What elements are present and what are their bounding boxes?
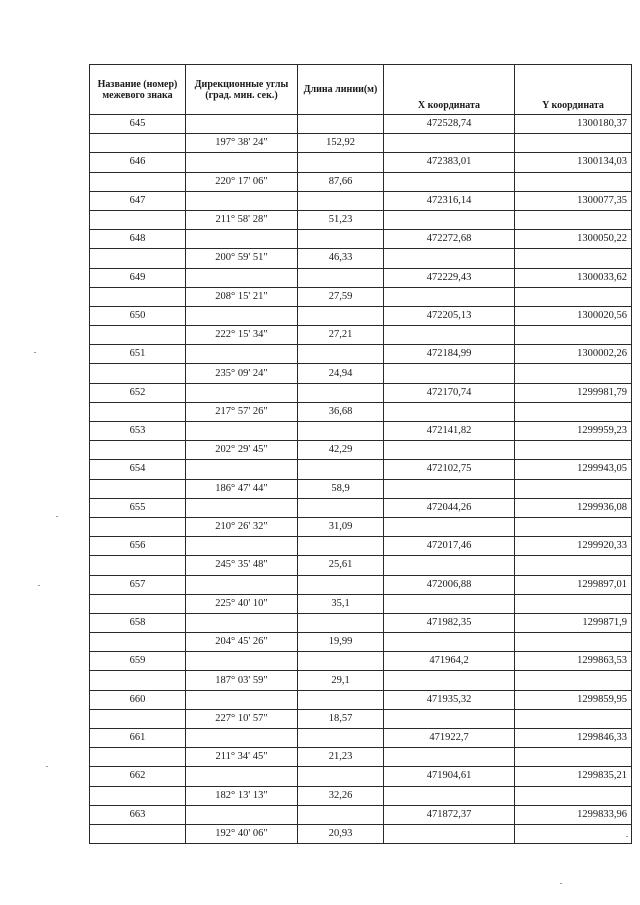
- table-row: [90, 709, 632, 728]
- marker-name-cell: 663: [90, 805, 186, 824]
- marker-name-cell: [90, 824, 186, 843]
- marker-name-cell: [90, 402, 186, 421]
- direction-angle-cell: 245° 35' 48": [186, 556, 298, 575]
- y-coordinate-cell: 1299936,08: [515, 498, 632, 517]
- y-coordinate-cell: 1300002,26: [515, 345, 632, 364]
- line-length-cell: [298, 230, 384, 249]
- table-row: [90, 575, 632, 594]
- y-coordinate-cell: 1299859,95: [515, 690, 632, 709]
- y-coordinate-cell: [515, 556, 632, 575]
- table-row: [90, 767, 632, 786]
- y-coordinate-cell: [515, 326, 632, 345]
- x-coordinate-cell: 472102,75: [384, 460, 515, 479]
- line-length-cell: [298, 767, 384, 786]
- line-length-cell: [298, 383, 384, 402]
- table-row: [90, 479, 632, 498]
- line-length-cell: 42,29: [298, 441, 384, 460]
- line-length-cell: [298, 191, 384, 210]
- x-coordinate-cell: 471964,2: [384, 652, 515, 671]
- marker-name-cell: [90, 748, 186, 767]
- marker-name-cell: 651: [90, 345, 186, 364]
- scan-speck: [46, 766, 48, 767]
- table-row: [90, 191, 632, 210]
- direction-angle-cell: 211° 34' 45": [186, 748, 298, 767]
- line-length-cell: [298, 575, 384, 594]
- marker-name-cell: 659: [90, 652, 186, 671]
- marker-name-cell: [90, 210, 186, 229]
- y-coordinate-cell: [515, 748, 632, 767]
- table-row: [90, 690, 632, 709]
- direction-angle-cell: [186, 805, 298, 824]
- y-coordinate-cell: [515, 786, 632, 805]
- table-row: [90, 383, 632, 402]
- x-coordinate-cell: 472272,68: [384, 230, 515, 249]
- x-coordinate-cell: 472229,43: [384, 268, 515, 287]
- x-coordinate-cell: [384, 441, 515, 460]
- marker-name-cell: [90, 364, 186, 383]
- marker-name-cell: [90, 172, 186, 191]
- x-coordinate-cell: [384, 709, 515, 728]
- table-row: [90, 249, 632, 268]
- table-row: [90, 805, 632, 824]
- y-coordinate-cell: [515, 824, 632, 843]
- line-length-cell: 31,09: [298, 517, 384, 536]
- line-length-cell: [298, 690, 384, 709]
- line-length-cell: 20,93: [298, 824, 384, 843]
- line-length-cell: [298, 652, 384, 671]
- x-coordinate-cell: [384, 633, 515, 652]
- x-coordinate-cell: 472141,82: [384, 422, 515, 441]
- marker-name-cell: [90, 671, 186, 690]
- header-direction-angle: Дирекционные углы (град. мин. сек.): [186, 65, 298, 115]
- scan-speck: [34, 352, 36, 353]
- y-coordinate-cell: 1300050,22: [515, 230, 632, 249]
- y-coordinate-cell: [515, 671, 632, 690]
- direction-angle-cell: 197° 38' 24": [186, 134, 298, 153]
- table-row: [90, 498, 632, 517]
- y-coordinate-cell: 1299897,01: [515, 575, 632, 594]
- table-row: [90, 134, 632, 153]
- direction-angle-cell: [186, 575, 298, 594]
- y-coordinate-cell: 1300033,62: [515, 268, 632, 287]
- table-row: [90, 115, 632, 134]
- marker-name-cell: [90, 594, 186, 613]
- direction-angle-cell: [186, 383, 298, 402]
- marker-name-cell: [90, 441, 186, 460]
- header-x-coordinate: X координата: [384, 65, 515, 115]
- line-length-cell: 32,26: [298, 786, 384, 805]
- direction-angle-cell: 204° 45' 26": [186, 633, 298, 652]
- x-coordinate-cell: 472528,74: [384, 115, 515, 134]
- direction-angle-cell: 187° 03' 59": [186, 671, 298, 690]
- direction-angle-cell: [186, 729, 298, 748]
- table-row: [90, 345, 632, 364]
- line-length-cell: 25,61: [298, 556, 384, 575]
- table-row: [90, 306, 632, 325]
- direction-angle-cell: [186, 115, 298, 134]
- line-length-cell: [298, 460, 384, 479]
- line-length-cell: [298, 306, 384, 325]
- marker-name-cell: [90, 786, 186, 805]
- y-coordinate-cell: 1299920,33: [515, 537, 632, 556]
- x-coordinate-cell: 472184,99: [384, 345, 515, 364]
- y-coordinate-cell: 1299871,9: [515, 613, 632, 632]
- direction-angle-cell: 182° 13' 13": [186, 786, 298, 805]
- y-coordinate-cell: 1299833,96: [515, 805, 632, 824]
- y-coordinate-cell: 1300077,35: [515, 191, 632, 210]
- table-row: [90, 460, 632, 479]
- direction-angle-cell: [186, 498, 298, 517]
- marker-name-cell: 653: [90, 422, 186, 441]
- marker-name-cell: [90, 134, 186, 153]
- line-length-cell: 58,9: [298, 479, 384, 498]
- x-coordinate-cell: 472044,26: [384, 498, 515, 517]
- marker-name-cell: 655: [90, 498, 186, 517]
- line-length-cell: 18,57: [298, 709, 384, 728]
- x-coordinate-cell: 471904,61: [384, 767, 515, 786]
- direction-angle-cell: [186, 230, 298, 249]
- line-length-cell: [298, 498, 384, 517]
- marker-name-cell: 660: [90, 690, 186, 709]
- direction-angle-cell: 222° 15' 34": [186, 326, 298, 345]
- direction-angle-cell: [186, 537, 298, 556]
- marker-name-cell: 658: [90, 613, 186, 632]
- direction-angle-cell: [186, 613, 298, 632]
- direction-angle-cell: [186, 690, 298, 709]
- line-length-cell: [298, 537, 384, 556]
- direction-angle-cell: 192° 40' 06": [186, 824, 298, 843]
- line-length-cell: 29,1: [298, 671, 384, 690]
- y-coordinate-cell: 1299943,05: [515, 460, 632, 479]
- marker-name-cell: 657: [90, 575, 186, 594]
- y-coordinate-cell: [515, 479, 632, 498]
- y-coordinate-cell: 1299981,79: [515, 383, 632, 402]
- table-row: [90, 230, 632, 249]
- marker-name-cell: [90, 709, 186, 728]
- table-row: [90, 537, 632, 556]
- marker-name-cell: [90, 249, 186, 268]
- direction-angle-cell: 225° 40' 10": [186, 594, 298, 613]
- y-coordinate-cell: 1300020,56: [515, 306, 632, 325]
- marker-name-cell: 649: [90, 268, 186, 287]
- header-y-coordinate: Y координата: [515, 65, 632, 115]
- y-coordinate-cell: 1299835,21: [515, 767, 632, 786]
- line-length-cell: 46,33: [298, 249, 384, 268]
- boundary-coordinates-table: [89, 64, 632, 844]
- marker-name-cell: 661: [90, 729, 186, 748]
- x-coordinate-cell: 472205,13: [384, 306, 515, 325]
- y-coordinate-cell: [515, 249, 632, 268]
- header-row: [90, 65, 632, 115]
- header-marker-name: Название (номер) межевого знака: [90, 65, 186, 115]
- marker-name-cell: 645: [90, 115, 186, 134]
- table-header: [90, 65, 632, 115]
- x-coordinate-cell: [384, 479, 515, 498]
- table-row: [90, 786, 632, 805]
- line-length-cell: 87,66: [298, 172, 384, 191]
- direction-angle-cell: 227° 10' 57": [186, 709, 298, 728]
- y-coordinate-cell: 1299959,23: [515, 422, 632, 441]
- table-row: [90, 652, 632, 671]
- line-length-cell: [298, 268, 384, 287]
- y-coordinate-cell: 1300134,03: [515, 153, 632, 172]
- x-coordinate-cell: [384, 517, 515, 536]
- table-row: [90, 364, 632, 383]
- y-coordinate-cell: [515, 364, 632, 383]
- y-coordinate-cell: [515, 517, 632, 536]
- y-coordinate-cell: [515, 594, 632, 613]
- x-coordinate-cell: [384, 249, 515, 268]
- marker-name-cell: 662: [90, 767, 186, 786]
- scan-speck: [56, 516, 58, 517]
- direction-angle-cell: 208° 15' 21": [186, 287, 298, 306]
- direction-angle-cell: [186, 306, 298, 325]
- y-coordinate-cell: 1300180,37: [515, 115, 632, 134]
- marker-name-cell: 646: [90, 153, 186, 172]
- x-coordinate-cell: [384, 556, 515, 575]
- table-row: [90, 153, 632, 172]
- line-length-cell: 152,92: [298, 134, 384, 153]
- x-coordinate-cell: 472316,14: [384, 191, 515, 210]
- y-coordinate-cell: [515, 134, 632, 153]
- table-row: [90, 748, 632, 767]
- x-coordinate-cell: [384, 748, 515, 767]
- direction-angle-cell: [186, 460, 298, 479]
- table-body: [90, 115, 632, 844]
- x-coordinate-cell: [384, 172, 515, 191]
- x-coordinate-cell: [384, 364, 515, 383]
- y-coordinate-cell: 1299863,53: [515, 652, 632, 671]
- x-coordinate-cell: 472170,74: [384, 383, 515, 402]
- marker-name-cell: 647: [90, 191, 186, 210]
- table-row: [90, 729, 632, 748]
- table-row: [90, 594, 632, 613]
- table-row: [90, 824, 632, 843]
- table-row: [90, 268, 632, 287]
- direction-angle-cell: 186° 47' 44": [186, 479, 298, 498]
- x-coordinate-cell: [384, 326, 515, 345]
- marker-name-cell: [90, 633, 186, 652]
- x-coordinate-cell: [384, 594, 515, 613]
- direction-angle-cell: 211° 58' 28": [186, 210, 298, 229]
- marker-name-cell: [90, 479, 186, 498]
- y-coordinate-cell: [515, 287, 632, 306]
- table-row: [90, 613, 632, 632]
- table-row: [90, 287, 632, 306]
- x-coordinate-cell: 471922,7: [384, 729, 515, 748]
- y-coordinate-cell: [515, 210, 632, 229]
- table-row: [90, 671, 632, 690]
- direction-angle-cell: [186, 652, 298, 671]
- line-length-cell: 51,23: [298, 210, 384, 229]
- marker-name-cell: [90, 517, 186, 536]
- line-length-cell: 27,21: [298, 326, 384, 345]
- marker-name-cell: [90, 326, 186, 345]
- x-coordinate-cell: 471982,35: [384, 613, 515, 632]
- marker-name-cell: [90, 287, 186, 306]
- x-coordinate-cell: [384, 134, 515, 153]
- y-coordinate-cell: [515, 441, 632, 460]
- scan-speck: [626, 836, 628, 837]
- marker-name-cell: 656: [90, 537, 186, 556]
- x-coordinate-cell: 471872,37: [384, 805, 515, 824]
- x-coordinate-cell: [384, 287, 515, 306]
- direction-angle-cell: [186, 422, 298, 441]
- marker-name-cell: 648: [90, 230, 186, 249]
- direction-angle-cell: [186, 767, 298, 786]
- line-length-cell: 21,23: [298, 748, 384, 767]
- table-row: [90, 422, 632, 441]
- direction-angle-cell: [186, 153, 298, 172]
- line-length-cell: 19,99: [298, 633, 384, 652]
- x-coordinate-cell: 472383,01: [384, 153, 515, 172]
- marker-name-cell: 652: [90, 383, 186, 402]
- y-coordinate-cell: [515, 709, 632, 728]
- table-row: [90, 441, 632, 460]
- y-coordinate-cell: [515, 633, 632, 652]
- direction-angle-cell: 220° 17' 06": [186, 172, 298, 191]
- line-length-cell: [298, 805, 384, 824]
- x-coordinate-cell: [384, 671, 515, 690]
- line-length-cell: 27,59: [298, 287, 384, 306]
- x-coordinate-cell: [384, 786, 515, 805]
- y-coordinate-cell: [515, 402, 632, 421]
- y-coordinate-cell: [515, 172, 632, 191]
- x-coordinate-cell: 472017,46: [384, 537, 515, 556]
- table-row: [90, 172, 632, 191]
- direction-angle-cell: 235° 09' 24": [186, 364, 298, 383]
- table-row: [90, 633, 632, 652]
- marker-name-cell: 654: [90, 460, 186, 479]
- x-coordinate-cell: 472006,88: [384, 575, 515, 594]
- x-coordinate-cell: [384, 210, 515, 229]
- line-length-cell: [298, 729, 384, 748]
- x-coordinate-cell: [384, 824, 515, 843]
- line-length-cell: [298, 153, 384, 172]
- line-length-cell: [298, 115, 384, 134]
- table-row: [90, 556, 632, 575]
- direction-angle-cell: 217° 57' 26": [186, 402, 298, 421]
- table-row: [90, 210, 632, 229]
- line-length-cell: 36,68: [298, 402, 384, 421]
- table-row: [90, 402, 632, 421]
- y-coordinate-cell: 1299846,33: [515, 729, 632, 748]
- scan-speck: [560, 883, 562, 884]
- table-row: [90, 326, 632, 345]
- marker-name-cell: 650: [90, 306, 186, 325]
- direction-angle-cell: [186, 191, 298, 210]
- line-length-cell: 35,1: [298, 594, 384, 613]
- direction-angle-cell: [186, 268, 298, 287]
- table-row: [90, 517, 632, 536]
- line-length-cell: 24,94: [298, 364, 384, 383]
- line-length-cell: [298, 613, 384, 632]
- marker-name-cell: [90, 556, 186, 575]
- direction-angle-cell: [186, 345, 298, 364]
- header-line-length: Длина линии(м): [298, 65, 384, 115]
- direction-angle-cell: 200° 59' 51": [186, 249, 298, 268]
- scan-speck: [38, 585, 40, 586]
- direction-angle-cell: 202° 29' 45": [186, 441, 298, 460]
- line-length-cell: [298, 345, 384, 364]
- x-coordinate-cell: [384, 402, 515, 421]
- direction-angle-cell: 210° 26' 32": [186, 517, 298, 536]
- x-coordinate-cell: 471935,32: [384, 690, 515, 709]
- line-length-cell: [298, 422, 384, 441]
